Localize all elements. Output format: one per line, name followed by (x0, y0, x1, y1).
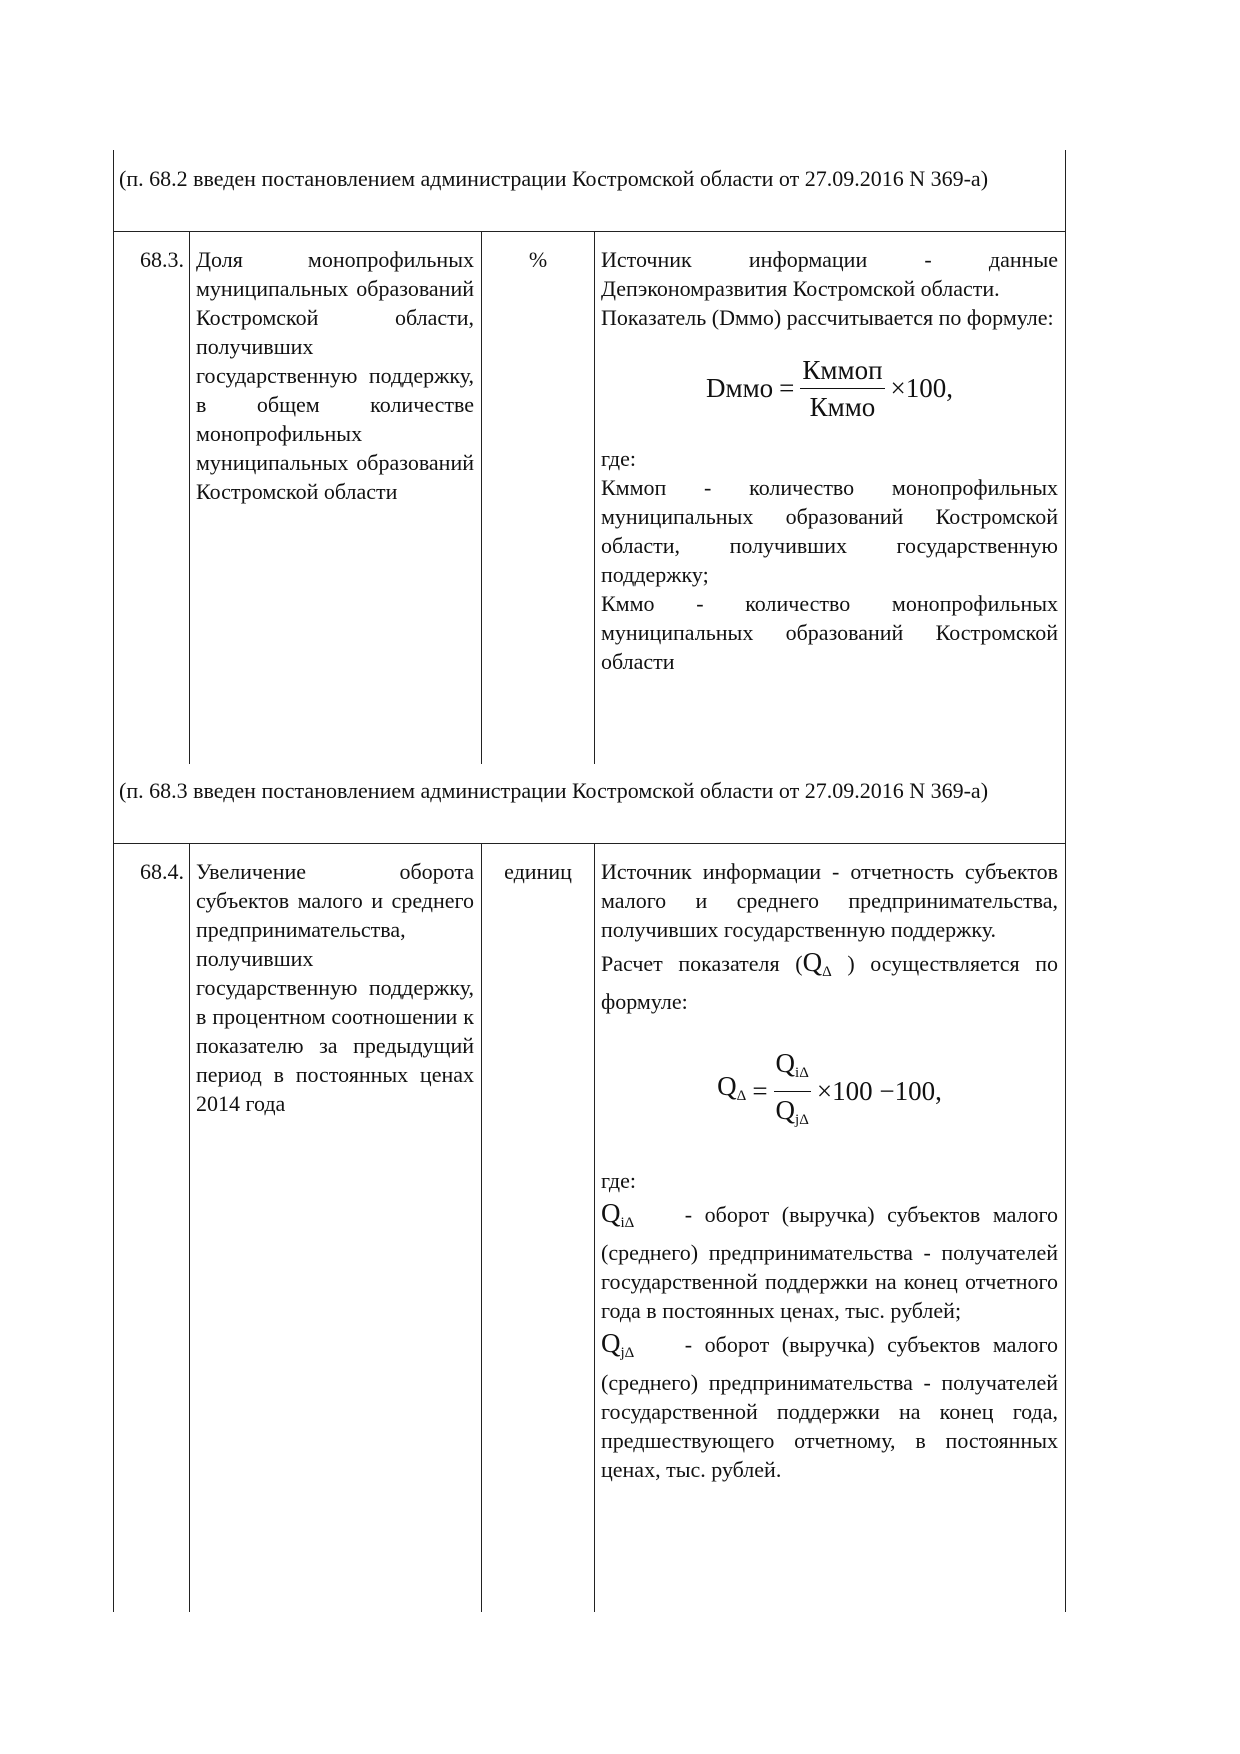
formula-tail: ×100 −100, (816, 1075, 942, 1106)
unit: % (528, 247, 548, 272)
column-divider (189, 231, 190, 764)
fraction (774, 1045, 811, 1138)
row-divider (113, 843, 1066, 844)
indicator-name: Доля монопрофильных муниципальных образований Костромской области, получивших государственную поддержку, в общем количестве монопрофильных муниципальных образований Костромской области (196, 247, 474, 504)
fraction (800, 352, 884, 425)
formula-lhs: Dммо (705, 372, 774, 403)
numerator: $Q_{i\Delta}$ (774, 1045, 811, 1092)
definition: $Q_{j\Delta}$ - оборот (выручка) субъектов малого (среднего) предпринимательства - получателей государственной поддержки на конец года, предшествующего отчетному, в постоянных ценах, тыс. рублей. (601, 1328, 1058, 1482)
unit: единиц (504, 859, 572, 884)
column-divider (189, 843, 190, 1612)
row-number: 68.3. (140, 247, 184, 272)
source-text: Источник информации - отчетность субъектов малого и среднего предпринимательства, получивших государственную поддержку. (601, 859, 1058, 942)
calculation-method (601, 857, 1058, 1484)
formula-dmmo (601, 332, 1058, 444)
numerator: Кммоп (800, 352, 884, 389)
amendment-note-68-3: (п. 68.3 введен постановлением администрации Костромской области от 27.09.2016 N 369-а) (119, 778, 989, 803)
table-border-right (1065, 150, 1066, 1612)
row-divider (113, 231, 1066, 232)
column-divider (594, 231, 595, 764)
definition: Кммоп - количество монопрофильных муниципальных образований Костромской области, получивших государственную поддержку; (601, 475, 1058, 587)
formula-q-delta: $Q_\Delta$ = $\frac{Q_{i\Delta}}{Q_{j\Delta}}$ ×100 −100, (601, 1016, 1058, 1166)
denominator: Кммо (809, 391, 876, 422)
where-label: где: (601, 446, 636, 471)
source-text: Источник информации - данные Депэкономразвития Костромской области. (601, 247, 1058, 301)
formula-tail: ×100, (890, 372, 954, 403)
table-border-left (113, 150, 114, 1612)
column-divider (481, 231, 482, 764)
indicator-name: Увеличение оборота субъектов малого и среднего предпринимательства, получивших государственную поддержку, в процентном соотношении к показателю за предыдущий период в постоянных ценах 2014 года (196, 859, 474, 1116)
definition: Кммо - количество монопрофильных муниципальных образований Костромской области (601, 591, 1058, 674)
formula-eq: = (752, 1075, 768, 1106)
definition: $Q_{i\Delta}$ - оборот (выручка) субъектов малого (среднего) предпринимательства - получателей государственной поддержки на конец отчетного года в постоянных ценах, тыс. рублей; (601, 1198, 1058, 1323)
where-label: где: (601, 1168, 636, 1193)
calc-text: Показатель (Dммо) рассчитывается по формуле: (601, 305, 1054, 330)
column-divider (594, 843, 595, 1612)
denominator: $Q_{j\Delta}$ (775, 1094, 809, 1128)
column-divider (481, 843, 482, 1612)
calc-text: Расчет показателя ($Q_\Delta$ ) осуществляется по формуле: (601, 947, 1059, 1014)
calculation-method (601, 245, 1058, 676)
row-number: 68.4. (140, 859, 184, 884)
formula-eq: = (779, 372, 795, 403)
amendment-note-68-2: (п. 68.2 введен постановлением администрации Костромской области от 27.09.2016 N 369-а) (119, 166, 989, 191)
